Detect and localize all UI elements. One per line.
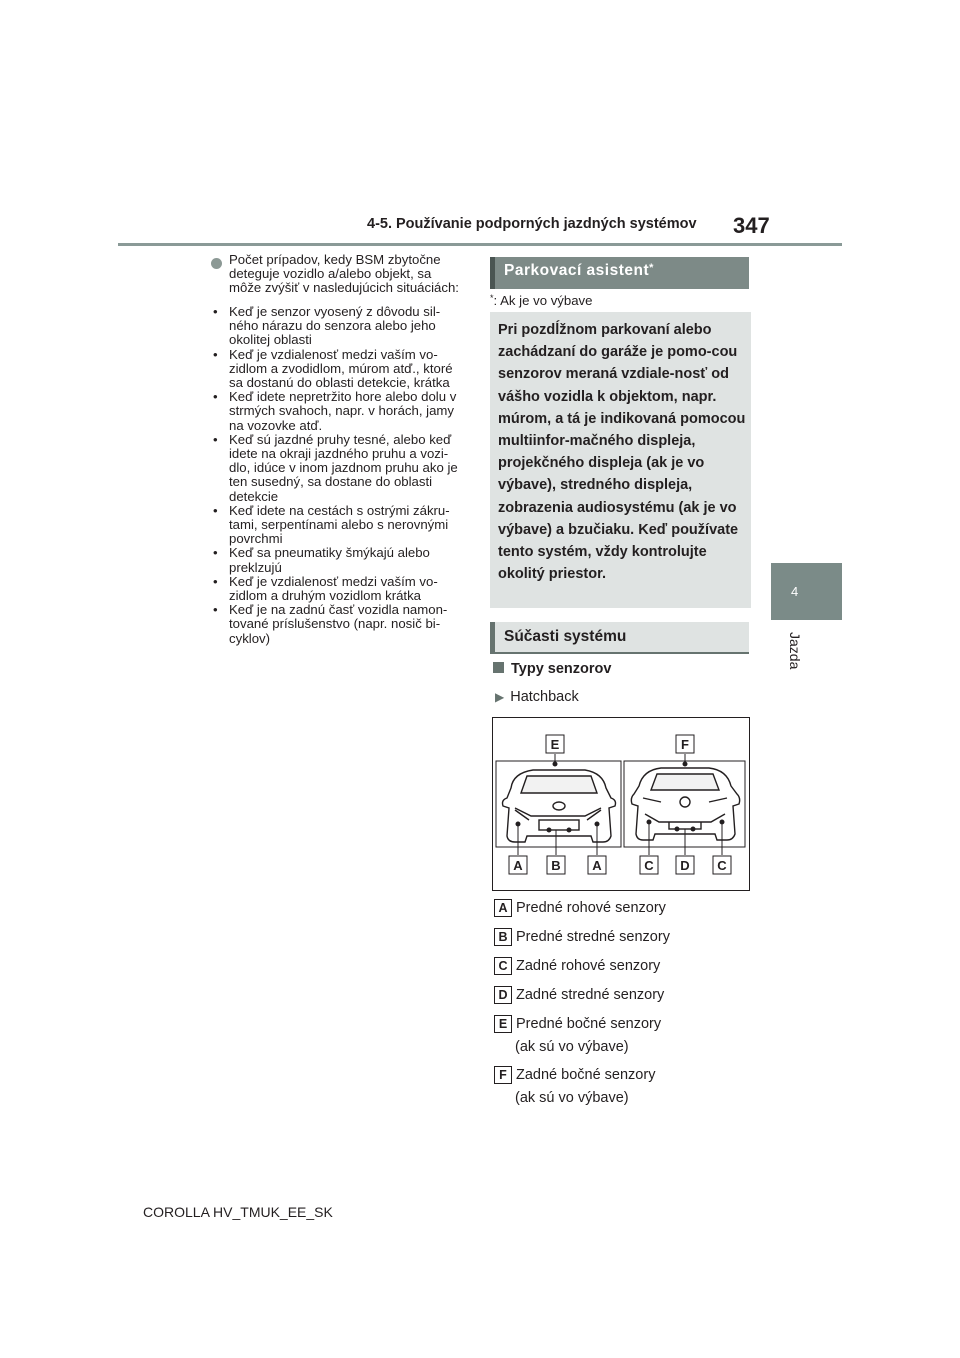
legend-item [494,928,670,946]
list-item: • Keď sa pneumatiky šmýkajú alebo preklzujú [213,545,430,575]
diagram-label-a: A [513,858,523,873]
chapter-title: 4-5. Používanie podporných jazdných systémov [367,216,697,232]
sensor-diagram-svg [493,718,749,890]
title-asterisk: * [649,262,654,274]
bullet-icon [211,258,222,269]
legend-item [494,1066,655,1106]
square-bullet-icon [493,662,504,673]
list-item: • Keď je vzdialenosť medzi vaším vo-zidlom a zvodidlom, múrom atď., ktoré sa dostanú do oblasti detekcie, krátka [213,346,453,391]
variant-label: Hatchback [510,689,579,705]
list-item: • Keď idete nepretržito hore alebo dolu v strmých svahoch, napr. v horách, jamy na vozovke atď. [213,389,457,433]
info-text: Pri pozdĺžnom parkovaní alebo zachádzaní do garáže je pomo-cou senzorov meraná vzdiale-nosť od vášho vozidla k objektom, napr. múrom, a tá je indikovaná pomocou multiinfor-mačného displeja, projekčného displeja (ak je vo výbave), stredného displeja, zobrazenia audiosystému (ak je vo výbave) a bzučiaku. Keď používate tento systém, vždy kontrolujte okolitý priestor. [498,322,746,583]
chapter-tab [771,563,842,620]
diagram-label-a: A [592,858,602,873]
sensor-diagram [492,717,750,891]
legend-label: A [494,899,512,917]
chapter-tab-label: Jazda [787,632,803,670]
legend-label: B [494,928,512,946]
legend-text: Zadné rohové senzory [516,957,661,974]
legend-item [494,1015,661,1055]
legend-label: C [494,957,512,975]
diagram-label-e: E [550,737,560,752]
legend-text: Predné rohové senzory [516,899,666,916]
section-title: Parkovací asistent [504,262,650,279]
legend-text: Zadné stredné senzory [516,986,665,1003]
heading-bar [490,257,495,289]
heading-underline [490,652,749,654]
list-item: • Keď sú jazdné pruhy tesné, alebo keď idete na okraji jazdného pruhu a vozi-dlo, idúce v inom jazdnom pruhu ako je ten susedný, sa dostane do oblasti detekcie [213,431,458,504]
legend-item [494,899,666,917]
situation-list [213,305,469,646]
diagram-label-f: F [681,737,689,752]
header-rule [118,243,842,246]
triangle-bullet-icon: ▶ [495,690,505,704]
legend-label: E [494,1015,512,1033]
footnote-asterisk: * [490,293,494,303]
list-item: • Keď je na zadnú časť vozidla namon-tované príslušenstvo (napr. nosič bi-cyklov) [213,602,448,646]
legend-text-note: (ak sú vo výbave) [515,1039,629,1055]
diagram-label-c: C [644,858,654,873]
subheading: Typy senzorov [511,661,612,677]
legend-item [494,986,664,1004]
chapter-tab-number: 4 [791,584,799,599]
legend-label: D [494,986,512,1004]
document-footer: COROLLA HV_TMUK_EE_SK [143,1204,333,1220]
section-heading-system-parts [490,622,749,654]
front-car-illustration [503,770,616,842]
page-number: 347 [733,213,770,238]
legend-text: Zadné bočné senzory [516,1066,656,1083]
heading-bar [490,622,495,654]
diagram-label-c: C [717,858,727,873]
diagram-label-b: B [551,858,561,873]
legend-text: Predné stredné senzory [516,928,670,945]
footnote-text: : Ak je vo výbave [493,293,593,308]
legend-item [494,957,660,975]
list-item: • Keď je vzdialenosť medzi vaším vo-zidlom a druhým vozidlom krátka [213,573,438,604]
legend-text-note: (ak sú vo výbave) [515,1090,629,1106]
legend-text: Predné bočné senzory [516,1015,662,1032]
section-title: Súčasti systému [504,628,627,645]
list-item: • Keď je senzor vyosený z dôvodu sil-ného nárazu do senzora alebo jeho okolitej oblasti [213,304,441,348]
diagram-label-d: D [680,858,690,873]
legend-label: F [494,1066,512,1084]
bullet-intro: Počet prípadov, kedy BSM zbytočne deteguje vozidlo a/alebo objekt, sa môže zvýšiť v nasledujúcich situáciách: [229,252,459,296]
section-heading-parking-assist [490,257,749,289]
list-item: • Keď idete na cestách s ostrými zákru-tami, serpentínami alebo s nerovnými povrchmi [213,502,450,547]
